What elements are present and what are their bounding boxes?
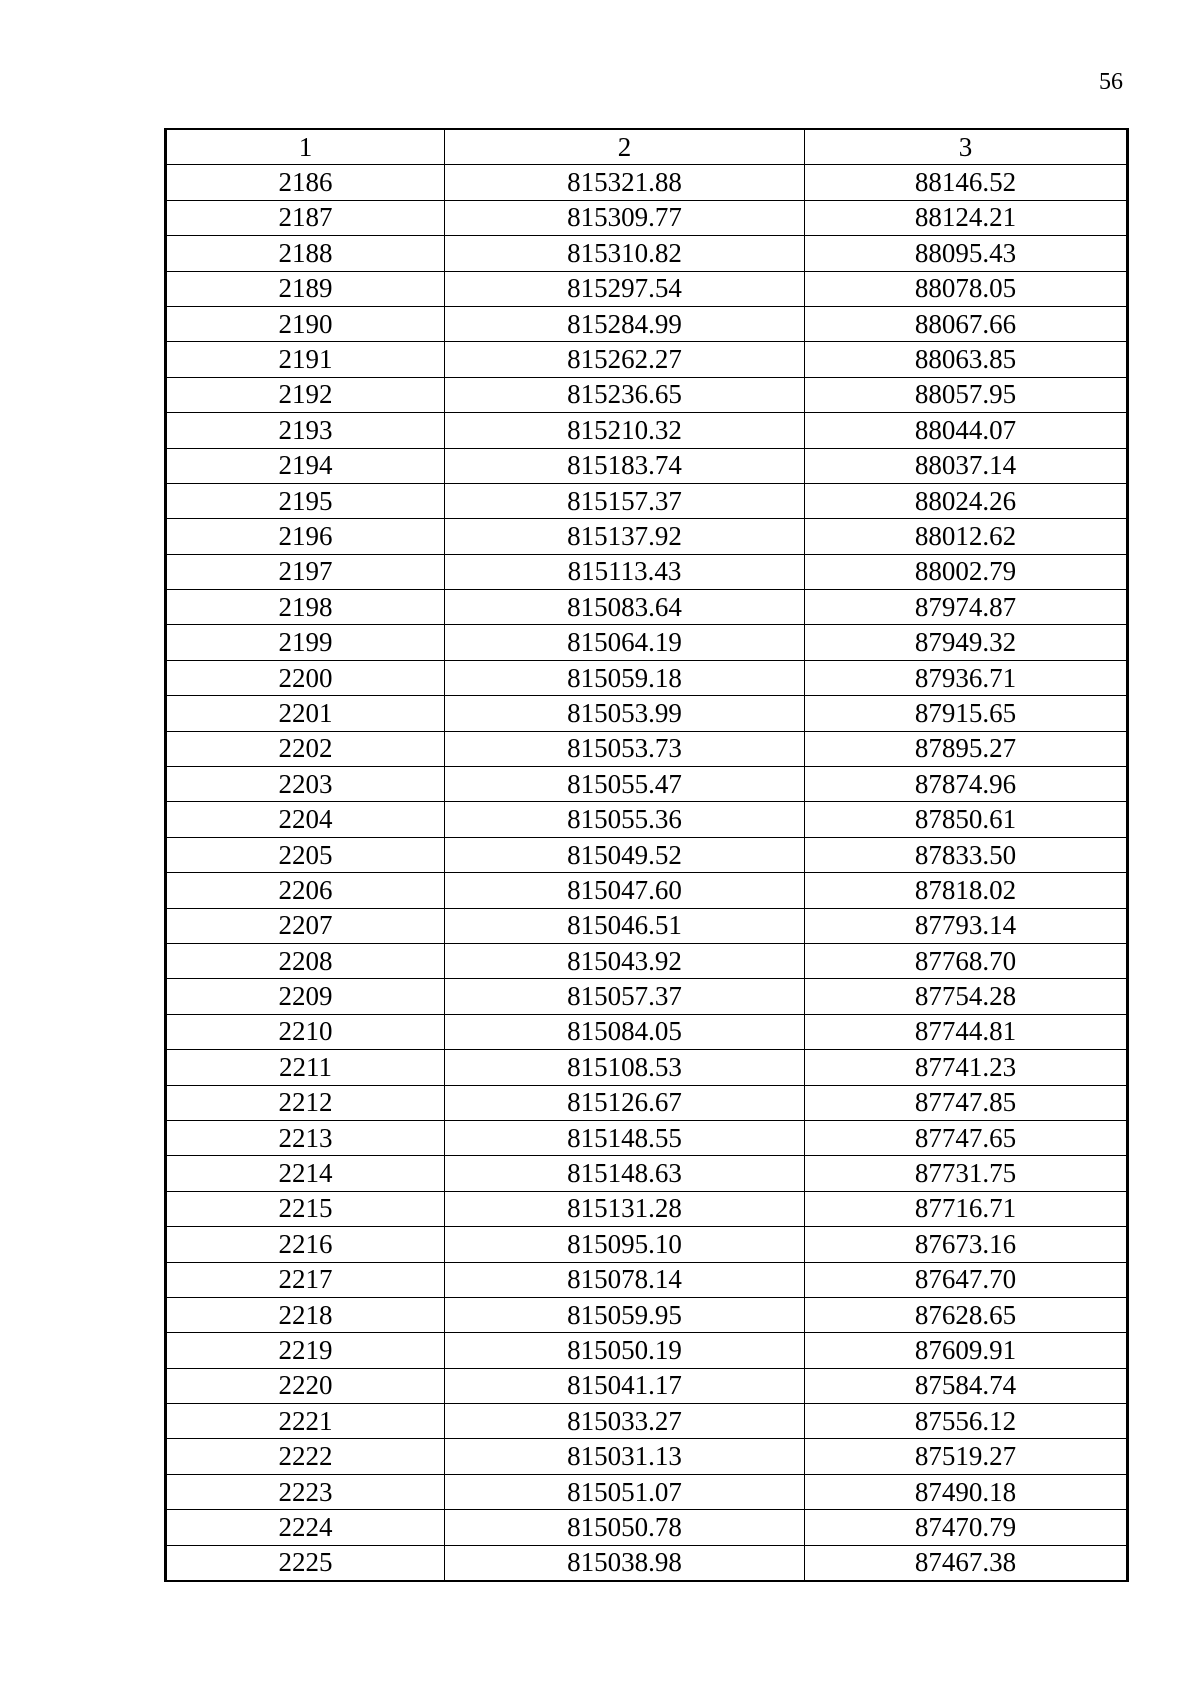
point-number-cell: 2217 <box>166 1262 445 1297</box>
x-coordinate-cell: 815064.19 <box>445 625 805 660</box>
x-coordinate-cell: 815041.17 <box>445 1368 805 1403</box>
table-row <box>166 1474 1128 1509</box>
point-number-cell: 2224 <box>166 1510 445 1545</box>
point-number-cell: 2206 <box>166 873 445 908</box>
table-row <box>166 1297 1128 1332</box>
y-coordinate-cell: 87915.65 <box>805 696 1128 731</box>
y-coordinate-cell: 87556.12 <box>805 1404 1128 1439</box>
y-coordinate-cell: 88146.52 <box>805 165 1128 200</box>
page-number: 56 <box>1099 69 1123 95</box>
table-row <box>166 1050 1128 1085</box>
x-coordinate-cell: 815321.88 <box>445 165 805 200</box>
y-coordinate-cell: 88067.66 <box>805 306 1128 341</box>
table-row <box>166 625 1128 660</box>
x-coordinate-cell: 815083.64 <box>445 590 805 625</box>
x-coordinate-cell: 815131.28 <box>445 1191 805 1226</box>
point-number-cell: 2188 <box>166 236 445 271</box>
x-coordinate-cell: 815157.37 <box>445 483 805 518</box>
x-coordinate-cell: 815053.99 <box>445 696 805 731</box>
y-coordinate-cell: 88057.95 <box>805 377 1128 412</box>
table-row <box>166 1368 1128 1403</box>
x-coordinate-cell: 815284.99 <box>445 306 805 341</box>
table-header-row <box>166 129 1128 165</box>
y-coordinate-cell: 88078.05 <box>805 271 1128 306</box>
point-number-cell: 2218 <box>166 1297 445 1332</box>
point-number-cell: 2196 <box>166 519 445 554</box>
x-coordinate-cell: 815033.27 <box>445 1404 805 1439</box>
x-coordinate-cell: 815108.53 <box>445 1050 805 1085</box>
y-coordinate-cell: 87793.14 <box>805 908 1128 943</box>
table-row <box>166 767 1128 802</box>
y-coordinate-cell: 88024.26 <box>805 483 1128 518</box>
point-number-cell: 2207 <box>166 908 445 943</box>
x-coordinate-cell: 815038.98 <box>445 1545 805 1581</box>
column-header-2: 2 <box>445 129 805 165</box>
column-header-3: 3 <box>805 129 1128 165</box>
y-coordinate-cell: 87850.61 <box>805 802 1128 837</box>
y-coordinate-cell: 87974.87 <box>805 590 1128 625</box>
point-number-cell: 2222 <box>166 1439 445 1474</box>
y-coordinate-cell: 87731.75 <box>805 1156 1128 1191</box>
point-number-cell: 2190 <box>166 306 445 341</box>
x-coordinate-cell: 815095.10 <box>445 1227 805 1262</box>
y-coordinate-cell: 88095.43 <box>805 236 1128 271</box>
table-row <box>166 236 1128 271</box>
y-coordinate-cell: 87716.71 <box>805 1191 1128 1226</box>
x-coordinate-cell: 815084.05 <box>445 1014 805 1049</box>
y-coordinate-cell: 87673.16 <box>805 1227 1128 1262</box>
table-row <box>166 554 1128 589</box>
point-number-cell: 2189 <box>166 271 445 306</box>
y-coordinate-cell: 87609.91 <box>805 1333 1128 1368</box>
x-coordinate-cell: 815310.82 <box>445 236 805 271</box>
point-number-cell: 2197 <box>166 554 445 589</box>
x-coordinate-cell: 815148.55 <box>445 1120 805 1155</box>
coordinates-table <box>164 128 1129 1582</box>
table-row <box>166 1439 1128 1474</box>
table-row <box>166 1227 1128 1262</box>
table-row <box>166 342 1128 377</box>
point-number-cell: 2211 <box>166 1050 445 1085</box>
point-number-cell: 2223 <box>166 1474 445 1509</box>
x-coordinate-cell: 815148.63 <box>445 1156 805 1191</box>
x-coordinate-cell: 815047.60 <box>445 873 805 908</box>
table-row <box>166 943 1128 978</box>
x-coordinate-cell: 815210.32 <box>445 413 805 448</box>
x-coordinate-cell: 815297.54 <box>445 271 805 306</box>
table-row <box>166 1156 1128 1191</box>
x-coordinate-cell: 815043.92 <box>445 943 805 978</box>
point-number-cell: 2202 <box>166 731 445 766</box>
point-number-cell: 2212 <box>166 1085 445 1120</box>
point-number-cell: 2210 <box>166 1014 445 1049</box>
x-coordinate-cell: 815059.18 <box>445 660 805 695</box>
table-row <box>166 1333 1128 1368</box>
point-number-cell: 2215 <box>166 1191 445 1226</box>
table-row <box>166 1545 1128 1581</box>
point-number-cell: 2205 <box>166 837 445 872</box>
y-coordinate-cell: 87895.27 <box>805 731 1128 766</box>
table-row <box>166 731 1128 766</box>
table-body <box>166 129 1128 1581</box>
x-coordinate-cell: 815046.51 <box>445 908 805 943</box>
x-coordinate-cell: 815053.73 <box>445 731 805 766</box>
table-row <box>166 306 1128 341</box>
table-row <box>166 1085 1128 1120</box>
y-coordinate-cell: 88063.85 <box>805 342 1128 377</box>
y-coordinate-cell: 87584.74 <box>805 1368 1128 1403</box>
x-coordinate-cell: 815262.27 <box>445 342 805 377</box>
y-coordinate-cell: 87949.32 <box>805 625 1128 660</box>
y-coordinate-cell: 87818.02 <box>805 873 1128 908</box>
table-row <box>166 271 1128 306</box>
point-number-cell: 2208 <box>166 943 445 978</box>
y-coordinate-cell: 87874.96 <box>805 767 1128 802</box>
y-coordinate-cell: 87754.28 <box>805 979 1128 1014</box>
y-coordinate-cell: 88002.79 <box>805 554 1128 589</box>
point-number-cell: 2187 <box>166 200 445 235</box>
table-row <box>166 802 1128 837</box>
y-coordinate-cell: 87470.79 <box>805 1510 1128 1545</box>
x-coordinate-cell: 815055.47 <box>445 767 805 802</box>
x-coordinate-cell: 815059.95 <box>445 1297 805 1332</box>
column-header-1: 1 <box>166 129 445 165</box>
y-coordinate-cell: 87768.70 <box>805 943 1128 978</box>
y-coordinate-cell: 88044.07 <box>805 413 1128 448</box>
x-coordinate-cell: 815126.67 <box>445 1085 805 1120</box>
table-row <box>166 413 1128 448</box>
table-row <box>166 377 1128 412</box>
y-coordinate-cell: 87647.70 <box>805 1262 1128 1297</box>
point-number-cell: 2199 <box>166 625 445 660</box>
y-coordinate-cell: 87490.18 <box>805 1474 1128 1509</box>
table-row <box>166 200 1128 235</box>
table-row <box>166 979 1128 1014</box>
table-row <box>166 1191 1128 1226</box>
x-coordinate-cell: 815049.52 <box>445 837 805 872</box>
point-number-cell: 2194 <box>166 448 445 483</box>
point-number-cell: 2198 <box>166 590 445 625</box>
y-coordinate-cell: 87747.85 <box>805 1085 1128 1120</box>
y-coordinate-cell: 87741.23 <box>805 1050 1128 1085</box>
y-coordinate-cell: 87747.65 <box>805 1120 1128 1155</box>
x-coordinate-cell: 815137.92 <box>445 519 805 554</box>
point-number-cell: 2200 <box>166 660 445 695</box>
point-number-cell: 2201 <box>166 696 445 731</box>
table-row <box>166 873 1128 908</box>
y-coordinate-cell: 88124.21 <box>805 200 1128 235</box>
y-coordinate-cell: 87467.38 <box>805 1545 1128 1581</box>
y-coordinate-cell: 87519.27 <box>805 1439 1128 1474</box>
table-row <box>166 1014 1128 1049</box>
point-number-cell: 2216 <box>166 1227 445 1262</box>
y-coordinate-cell: 87833.50 <box>805 837 1128 872</box>
point-number-cell: 2220 <box>166 1368 445 1403</box>
x-coordinate-cell: 815031.13 <box>445 1439 805 1474</box>
point-number-cell: 2221 <box>166 1404 445 1439</box>
table-row <box>166 696 1128 731</box>
table-row <box>166 1120 1128 1155</box>
y-coordinate-cell: 87628.65 <box>805 1297 1128 1332</box>
point-number-cell: 2192 <box>166 377 445 412</box>
x-coordinate-cell: 815050.78 <box>445 1510 805 1545</box>
x-coordinate-cell: 815051.07 <box>445 1474 805 1509</box>
x-coordinate-cell: 815050.19 <box>445 1333 805 1368</box>
x-coordinate-cell: 815309.77 <box>445 200 805 235</box>
table-row <box>166 590 1128 625</box>
x-coordinate-cell: 815055.36 <box>445 802 805 837</box>
x-coordinate-cell: 815183.74 <box>445 448 805 483</box>
table-row <box>166 519 1128 554</box>
point-number-cell: 2191 <box>166 342 445 377</box>
y-coordinate-cell: 88012.62 <box>805 519 1128 554</box>
table-row <box>166 1262 1128 1297</box>
x-coordinate-cell: 815057.37 <box>445 979 805 1014</box>
table-row <box>166 1404 1128 1439</box>
point-number-cell: 2186 <box>166 165 445 200</box>
table-row <box>166 837 1128 872</box>
x-coordinate-cell: 815113.43 <box>445 554 805 589</box>
point-number-cell: 2195 <box>166 483 445 518</box>
point-number-cell: 2219 <box>166 1333 445 1368</box>
point-number-cell: 2209 <box>166 979 445 1014</box>
table-row <box>166 908 1128 943</box>
point-number-cell: 2204 <box>166 802 445 837</box>
y-coordinate-cell: 88037.14 <box>805 448 1128 483</box>
table-row <box>166 660 1128 695</box>
point-number-cell: 2213 <box>166 1120 445 1155</box>
table-row <box>166 1510 1128 1545</box>
y-coordinate-cell: 87936.71 <box>805 660 1128 695</box>
y-coordinate-cell: 87744.81 <box>805 1014 1128 1049</box>
table-row <box>166 483 1128 518</box>
x-coordinate-cell: 815236.65 <box>445 377 805 412</box>
point-number-cell: 2225 <box>166 1545 445 1581</box>
point-number-cell: 2193 <box>166 413 445 448</box>
table-row <box>166 448 1128 483</box>
x-coordinate-cell: 815078.14 <box>445 1262 805 1297</box>
point-number-cell: 2203 <box>166 767 445 802</box>
point-number-cell: 2214 <box>166 1156 445 1191</box>
table-row <box>166 165 1128 200</box>
